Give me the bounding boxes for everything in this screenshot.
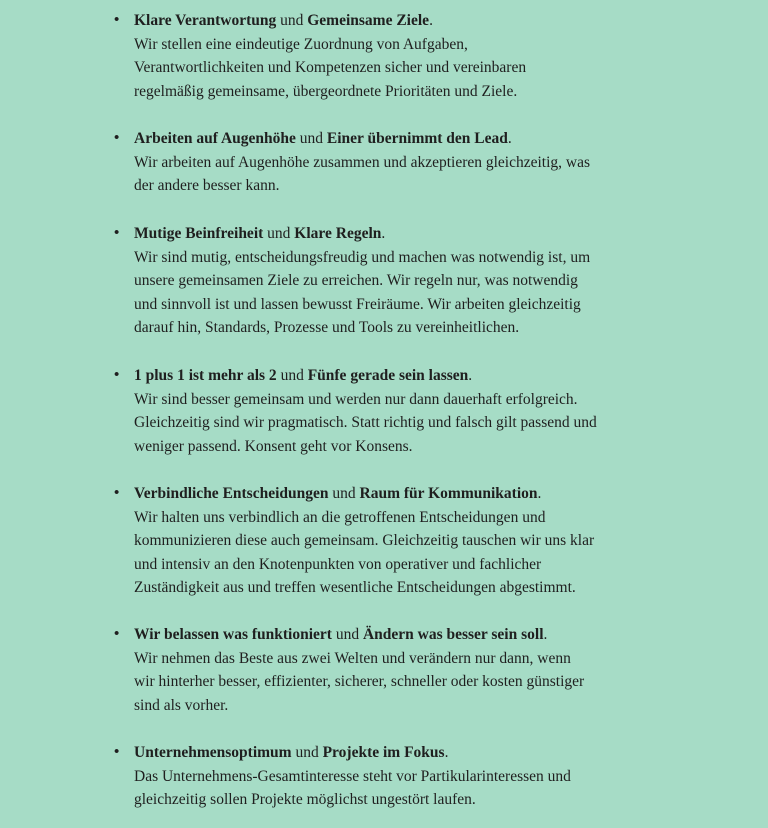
description-line: Gleichzeitig sind wir pragmatisch. Statt richtig und falsch gilt passend und <box>134 414 597 431</box>
item-heading <box>134 9 694 33</box>
heading-end: . <box>381 225 386 242</box>
heading-end: . <box>537 485 542 502</box>
heading-bold-second: Raum für Kommunikation <box>359 485 538 502</box>
item-description <box>134 388 694 459</box>
bullet-icon: • <box>114 626 120 642</box>
bullet-icon: • <box>114 225 120 241</box>
bullet-icon: • <box>114 12 120 28</box>
heading-joiner: und <box>276 12 308 29</box>
heading-bold-second: Ändern was besser sein soll <box>362 626 544 643</box>
description-line: sind als vorher. <box>134 696 229 714</box>
description-line: und sinnvoll ist und lassen bewusst Freiräume. Wir arbeiten gleichzeitig <box>134 295 581 313</box>
item-description <box>134 33 694 104</box>
description-line: und intensiv an den Knotenpunkten von operativer und fachlicher <box>134 555 542 573</box>
bullet-icon: • <box>114 485 120 501</box>
heading-end: . <box>468 367 473 384</box>
item-description <box>134 647 694 718</box>
heading-bold-first: Verbindliche Entscheidungen <box>134 485 329 502</box>
heading-end: . <box>507 130 512 147</box>
item-heading <box>134 222 694 246</box>
item-heading <box>134 482 694 506</box>
heading-bold-second: Klare Regeln <box>294 225 382 242</box>
item-heading <box>134 741 694 765</box>
description-line: Wir nehmen das Beste aus zwei Welten und verändern nur dann, wenn <box>134 649 571 667</box>
heading-bold-first: 1 plus 1 ist mehr als 2 <box>134 367 277 384</box>
heading-bold-first: Wir belassen was funktioniert <box>134 626 332 643</box>
heading-joiner: und <box>291 744 323 761</box>
description-line: gleichzeitig sollen Projekte möglichst ungestört laufen. <box>134 791 476 808</box>
list-item <box>114 9 694 103</box>
list-item <box>114 127 694 198</box>
list-item <box>114 741 694 812</box>
heading-bold-second: Gemeinsame Ziele <box>307 12 430 29</box>
item-description <box>134 765 694 812</box>
heading-joiner: und <box>331 626 363 643</box>
heading-bold-first: Mutige Beinfreiheit <box>134 225 264 242</box>
item-description <box>134 506 694 600</box>
description-line: unsere gemeinsamen Ziele zu erreichen. Wir regeln nur, was notwendig <box>134 272 578 289</box>
description-line: Zuständigkeit aus und treffen wesentliche Entscheidungen abgestimmt. <box>134 579 576 596</box>
heading-bold-first: Unternehmensoptimum <box>134 744 292 761</box>
heading-joiner: und <box>263 225 295 242</box>
item-heading <box>134 364 694 388</box>
heading-joiner: und <box>328 485 360 502</box>
description-line: Verantwortlichkeiten und Kompetenzen sicher und vereinbaren <box>134 59 527 76</box>
heading-bold-second: Einer übernimmt den Lead <box>326 130 508 147</box>
description-line: Wir arbeiten auf Augenhöhe zusammen und akzeptieren gleichzeitig, was <box>134 153 591 171</box>
list-item <box>114 482 694 600</box>
heading-bold-second: Projekte im Fokus <box>322 744 445 761</box>
description-line: darauf hin, Standards, Prozesse und Tools zu vereinheitlichen. <box>134 319 520 336</box>
heading-bold-first: Arbeiten auf Augenhöhe <box>134 130 296 147</box>
item-heading <box>134 127 694 151</box>
bullet-icon: • <box>114 367 120 383</box>
description-line: Wir halten uns verbindlich an die getroffenen Entscheidungen und <box>134 508 546 526</box>
item-heading <box>134 623 694 647</box>
description-line: der andere besser kann. <box>134 177 280 194</box>
heading-end: . <box>429 12 433 29</box>
description-line: Wir sind mutig, entscheidungsfreudig und machen was notwendig ist, um <box>134 248 591 266</box>
description-line: Wir sind besser gemeinsam und werden nur dann dauerhaft erfolgreich. <box>134 390 578 408</box>
heading-bold-second: Fünfe gerade sein lassen <box>307 367 469 384</box>
description-line: weniger passend. Konsent geht vor Konsens. <box>134 437 413 455</box>
list-item <box>114 364 694 458</box>
bullet-icon: • <box>114 744 120 760</box>
description-line: kommunizieren diese auch gemeinsam. Gleichzeitig tauschen wir uns klar <box>134 532 595 549</box>
bullet-icon: • <box>114 130 120 146</box>
heading-end: . <box>543 626 548 643</box>
heading-end: . <box>444 744 449 761</box>
description-line: Das Unternehmens-Gesamtinteresse steht vor Partikularinteressen und <box>134 767 571 785</box>
item-description <box>134 246 694 340</box>
heading-joiner: und <box>276 367 308 384</box>
description-line: regelmäßig gemeinsame, übergeordnete Prioritäten und Ziele. <box>134 82 518 100</box>
list-item <box>114 222 694 340</box>
item-description <box>134 151 694 198</box>
list-item <box>114 623 694 717</box>
description-line: Wir stellen eine eindeutige Zuordnung von Aufgaben, <box>134 35 468 53</box>
heading-joiner: und <box>295 130 327 147</box>
description-line: wir hinterher besser, effizienter, sicherer, schneller oder kosten günstiger <box>134 673 585 690</box>
heading-bold-first: Klare Verantwortung <box>134 12 277 29</box>
